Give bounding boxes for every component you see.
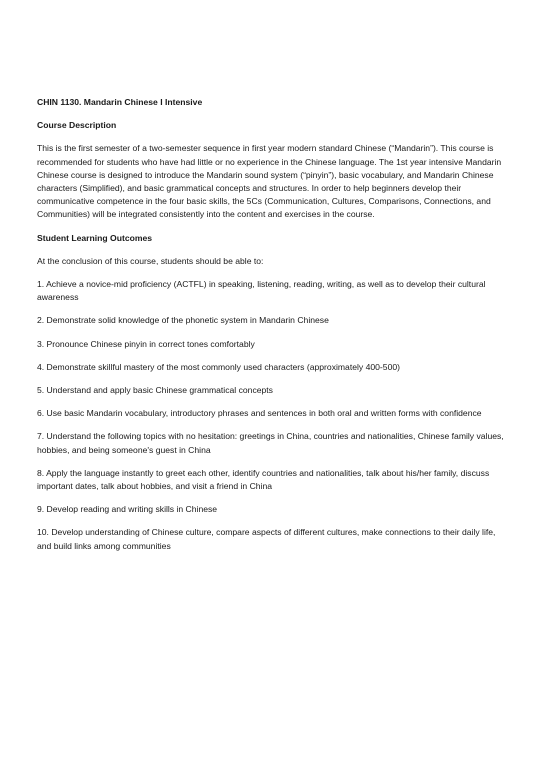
learning-outcome-item: 6. Use basic Mandarin vocabulary, introductory phrases and sentences in both oral and written forms with confidence [37, 408, 482, 419]
learning-outcome-item: 9. Develop reading and writing skills in Chinese [37, 504, 218, 515]
learning-outcome-item: 1. Achieve a novice-mid proficiency (ACTFL) in speaking, listening, reading, writing, as well as to develop their cultural awareness [37, 279, 486, 303]
learning-outcomes-intro: At the conclusion of this course, students should be able to: [37, 255, 264, 266]
course-description-text: This is the first semester of a two-semester sequence in first year modern standard Chinese (“Mandarin”). This course is recommended for students who have had little or no experience in the Chinese language. The 1st year intensive Mandarin Chinese course is designed to introduce the Mandarin sound system (“pinyin”), basic vocabulary, and Mandarin Chinese characters (Simplified), and basic grammatical concepts and structures. In order to help beginners develop their communicative competence in the four basic skills, the 5Cs (Communication, Cultures, Comparisons, Connections, and Communities) will be integrated consistently into the content and exercises in the course. [37, 143, 502, 220]
learning-outcome-item: 3. Pronounce Chinese pinyin in correct tones comfortably [37, 338, 255, 349]
course-title: CHIN 1130. Mandarin Chinese I Intensive [37, 97, 203, 107]
learning-outcomes-heading: Student Learning Outcomes [37, 232, 153, 243]
learning-outcome-item: 2. Demonstrate solid knowledge of the phonetic system in Mandarin Chinese [37, 315, 329, 326]
learning-outcome-item: 4. Demonstrate skillful mastery of the most commonly used characters (approximately 400-500) [37, 361, 400, 372]
learning-outcome-item: 8. Apply the language instantly to greet each other, identify countries and nationalities, talk about his/her family, discuss important dates, talk about hobbies, and visit a friend in China [37, 467, 490, 492]
learning-outcome-item: 7. Understand the following topics with no hesitation: greetings in China, countries and nationalities, Chinese family values, hobbies, and being someone's guest in China [37, 431, 504, 455]
course-description-heading: Course Description [37, 120, 117, 131]
learning-outcomes-list [37, 278, 510, 553]
learning-outcome-item: 10. Develop understanding of Chinese culture, compare aspects of different cultures, make connections to their daily life, and build links among communities [37, 527, 496, 551]
learning-outcome-item: 5. Understand and apply basic Chinese grammatical concepts [37, 385, 273, 396]
